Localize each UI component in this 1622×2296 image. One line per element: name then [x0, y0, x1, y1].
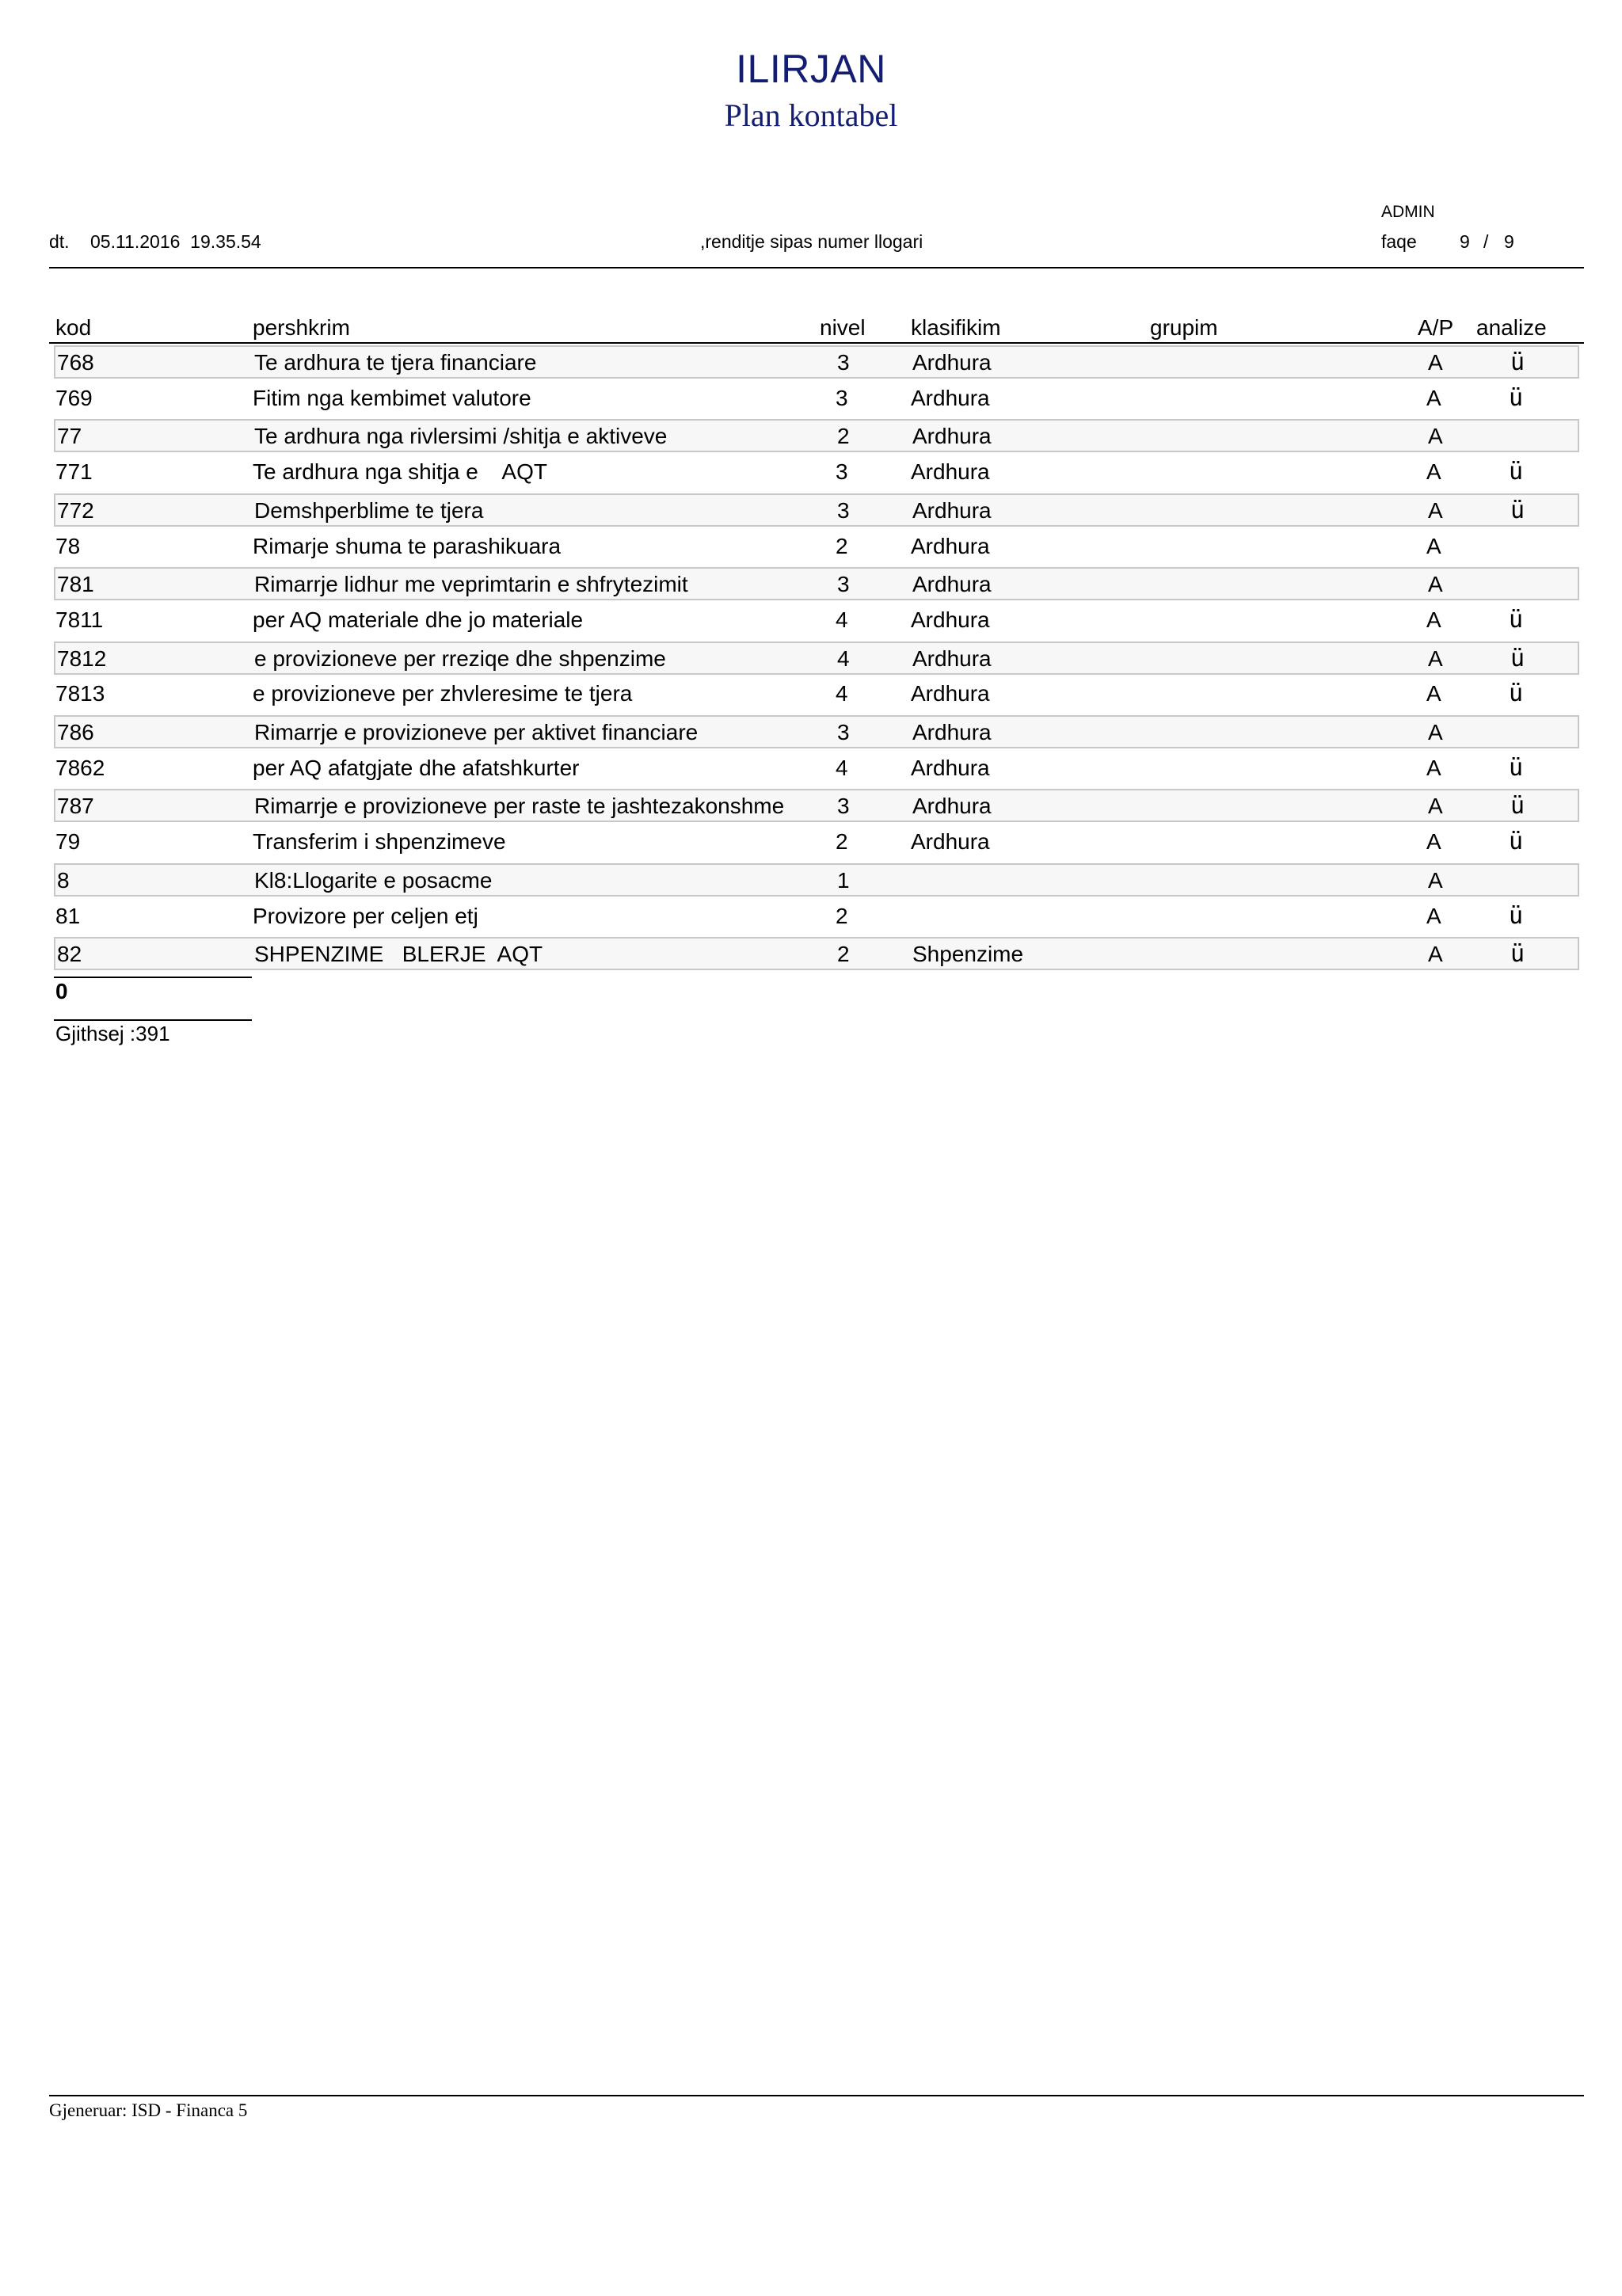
cell-klasifikim: Ardhura: [912, 645, 992, 671]
cell-analize: ü: [1510, 792, 1525, 821]
cell-analize: ü: [1509, 383, 1524, 412]
cell-ap: A: [1428, 794, 1443, 819]
page-separator: /: [1483, 231, 1489, 252]
subtotal-rule: [54, 977, 252, 978]
cell-klasifikim: Shpenzime: [912, 942, 1024, 967]
cell-kod: 7813: [55, 681, 105, 706]
table-row: [54, 456, 1579, 489]
cell-nivel: 2: [836, 903, 848, 928]
cell-pershkrim: Provizore per celjen etj: [253, 903, 478, 928]
col-header-ap: A/P: [1418, 315, 1454, 340]
date-label: dt.: [49, 231, 70, 252]
cell-pershkrim: Te ardhura te tjera financiare: [254, 350, 537, 375]
cell-nivel: 2: [836, 533, 848, 558]
page-label: faqe: [1381, 231, 1417, 252]
cell-klasifikim: Ardhura: [911, 385, 990, 410]
cell-ap: A: [1428, 497, 1443, 523]
cell-pershkrim: Kl8:Llogarite e posacme: [254, 867, 493, 893]
company-title: ILIRJAN: [736, 47, 886, 91]
cell-pershkrim: Rimarrje e provizioneve per aktivet financiare: [254, 720, 699, 744]
sort-note: ,renditje sipas numer llogari: [700, 231, 923, 252]
cell-nivel: 4: [836, 755, 848, 780]
col-header-klasifikim: klasifikim: [911, 315, 1001, 340]
cell-kod: 77: [57, 424, 82, 449]
cell-ap: A: [1428, 645, 1443, 671]
cell-analize: ü: [1509, 605, 1524, 634]
cell-klasifikim: Ardhura: [912, 720, 992, 744]
total-rule: [54, 1019, 252, 1021]
cell-ap: A: [1428, 867, 1443, 893]
col-header-analize: analize: [1476, 315, 1547, 340]
cell-nivel: 3: [836, 459, 848, 485]
cell-ap: A: [1428, 424, 1443, 449]
cell-kod: 81: [55, 903, 81, 928]
cell-klasifikim: Ardhura: [912, 572, 992, 597]
table-row: [54, 901, 1579, 934]
cell-pershkrim: Te ardhura nga shitja e AQT: [253, 459, 547, 485]
cell-ap: A: [1426, 681, 1441, 706]
cell-nivel: 4: [837, 645, 850, 671]
cell-pershkrim: Transferim i shpenzimeve: [253, 829, 506, 855]
user-label: ADMIN: [1381, 203, 1435, 221]
table-row: [54, 715, 1579, 748]
cell-analize: ü: [1509, 753, 1524, 782]
table-row: [54, 604, 1579, 638]
cell-analize: ü: [1509, 828, 1524, 856]
cell-klasifikim: Ardhura: [912, 497, 992, 523]
table-row: [54, 642, 1579, 675]
cell-kod: 79: [55, 829, 81, 855]
cell-ap: A: [1428, 942, 1443, 967]
cell-analize: ü: [1509, 680, 1524, 708]
cell-ap: A: [1428, 572, 1443, 597]
cell-pershkrim: Rimarrje e provizioneve per raste te jashtezakonshme: [254, 794, 785, 819]
cell-nivel: 3: [837, 350, 850, 375]
cell-klasifikim: Ardhura: [912, 350, 992, 375]
cell-nivel: 2: [837, 424, 850, 449]
cell-klasifikim: Ardhura: [911, 681, 990, 706]
cell-pershkrim: e provizioneve per zhvleresime te tjera: [253, 681, 633, 706]
table-row: [54, 678, 1579, 711]
cell-kod: 7862: [55, 755, 105, 780]
cell-nivel: 3: [837, 794, 850, 819]
cell-kod: 768: [57, 350, 94, 375]
table-row: [54, 789, 1579, 822]
cell-kod: 771: [55, 459, 93, 485]
table-row: [54, 863, 1579, 897]
cell-kod: 7811: [55, 607, 104, 632]
cell-kod: 772: [57, 497, 94, 523]
cell-ap: A: [1426, 755, 1441, 780]
cell-nivel: 2: [837, 942, 850, 967]
cell-ap: A: [1428, 720, 1443, 744]
cell-ap: A: [1426, 829, 1441, 855]
cell-nivel: 4: [836, 681, 848, 706]
cell-analize: ü: [1510, 496, 1525, 524]
cell-pershkrim: per AQ afatgjate dhe afatshkurter: [253, 755, 580, 780]
page-current: 9: [1460, 231, 1470, 252]
report-datetime: 05.11.2016 19.35.54: [90, 231, 261, 252]
cell-analize: ü: [1510, 348, 1525, 376]
cell-kod: 7812: [57, 645, 107, 671]
cell-pershkrim: per AQ materiale dhe jo materiale: [253, 607, 584, 632]
cell-ap: A: [1426, 385, 1441, 410]
cell-pershkrim: Demshperblime te tjera: [254, 497, 484, 523]
table-row: [54, 826, 1579, 859]
col-header-nivel: nivel: [820, 315, 866, 340]
cell-nivel: 4: [836, 607, 848, 632]
table-row: [54, 493, 1579, 527]
cell-pershkrim: e provizioneve per rreziqe dhe shpenzime: [254, 645, 666, 671]
cell-ap: A: [1426, 607, 1441, 632]
table-row: [54, 567, 1579, 600]
cell-analize: ü: [1510, 644, 1525, 672]
cell-klasifikim: Ardhura: [911, 829, 990, 855]
cell-ap: A: [1426, 903, 1441, 928]
cell-kod: 82: [57, 942, 82, 967]
table-row: [54, 345, 1579, 379]
table-row: [54, 383, 1579, 416]
cell-klasifikim: Ardhura: [912, 794, 992, 819]
col-header-grupim: grupim: [1150, 315, 1218, 340]
cell-kod: 8: [57, 867, 70, 893]
header-divider: [49, 267, 1584, 268]
cell-klasifikim: Ardhura: [911, 459, 990, 485]
total-count: Gjithsej :391: [55, 1022, 170, 1045]
table-row: [54, 752, 1579, 786]
cell-analize: ü: [1509, 458, 1524, 486]
cell-kod: 786: [57, 720, 94, 744]
footer-divider: [49, 2095, 1584, 2096]
cell-pershkrim: Te ardhura nga rivlersimi /shitja e aktiveve: [254, 424, 668, 449]
cell-pershkrim: Rimarje shuma te parashikuara: [253, 533, 562, 558]
cell-klasifikim: Ardhura: [911, 755, 990, 780]
cell-nivel: 3: [837, 720, 850, 744]
cell-pershkrim: Rimarrje lidhur me veprimtarin e shfrytezimit: [254, 572, 688, 597]
table-row: [54, 531, 1579, 564]
cell-nivel: 3: [837, 572, 850, 597]
table-row: [54, 937, 1579, 970]
cell-klasifikim: Ardhura: [912, 424, 992, 449]
cell-ap: A: [1426, 459, 1441, 485]
cell-nivel: 2: [836, 829, 848, 855]
footer-generated: Gjeneruar: ISD - Financa 5: [49, 2100, 248, 2120]
cell-pershkrim: Fitim nga kembimet valutore: [253, 385, 531, 410]
page-total: 9: [1504, 231, 1514, 252]
table-row: [54, 419, 1579, 452]
subtotal-value: 0: [55, 979, 68, 1003]
cell-nivel: 3: [836, 385, 848, 410]
cell-nivel: 3: [837, 497, 850, 523]
cell-ap: A: [1426, 533, 1441, 558]
report-title: Plan kontabel: [724, 97, 898, 133]
cell-kod: 78: [55, 533, 81, 558]
cell-kod: 769: [55, 385, 93, 410]
cell-nivel: 1: [837, 867, 850, 893]
cell-klasifikim: Ardhura: [911, 533, 990, 558]
col-header-kod: kod: [55, 315, 92, 340]
column-header-divider: [49, 342, 1584, 344]
cell-pershkrim: SHPENZIME BLERJE AQT: [254, 942, 543, 967]
cell-ap: A: [1428, 350, 1443, 375]
cell-kod: 787: [57, 794, 94, 819]
cell-klasifikim: Ardhura: [911, 607, 990, 632]
cell-analize: ü: [1510, 940, 1525, 969]
cell-analize: ü: [1509, 901, 1524, 930]
cell-kod: 781: [57, 572, 94, 597]
col-header-pershkrim: pershkrim: [253, 315, 350, 340]
